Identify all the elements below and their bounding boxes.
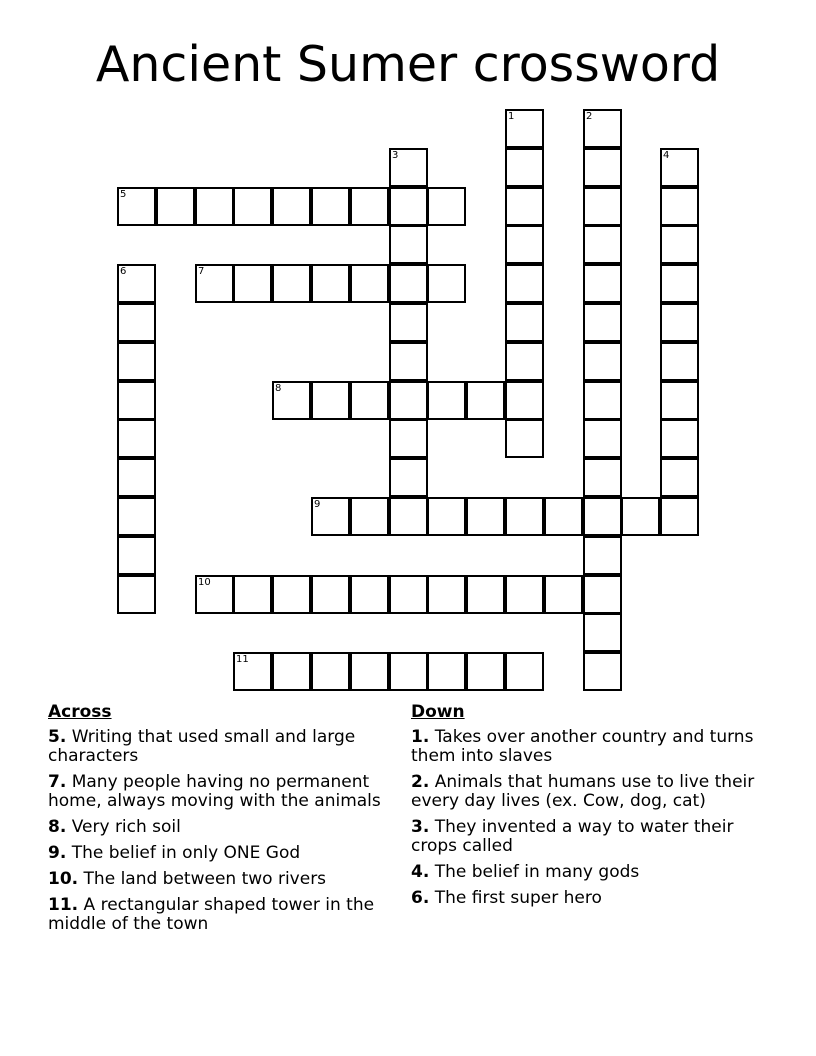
grid-cell[interactable] [350,264,389,303]
grid-cell[interactable] [583,264,622,303]
grid-cell[interactable] [117,264,156,303]
grid-cell[interactable] [350,652,389,691]
grid-cell[interactable] [505,187,544,226]
grid-cell[interactable] [156,187,195,226]
grid-cell[interactable] [466,652,505,691]
grid-cell[interactable] [583,613,622,652]
grid-cell[interactable] [389,652,428,691]
clue-number: 11 [48,895,72,915]
grid-cell[interactable] [505,342,544,381]
grid-cell[interactable] [117,381,156,420]
cell-number: 9 [314,499,321,510]
clue-text: The first super hero [429,888,602,908]
down-clues [411,702,781,915]
clue-number: 10 [48,869,72,889]
cell-number: 3 [392,150,399,161]
grid-cell[interactable] [272,264,311,303]
clue-text: Animals that humans use to live their every day lives (ex. Cow, dog, cat) [411,772,755,811]
clue-down-4: 4. The belief in many gods [411,862,640,882]
grid-cell[interactable] [195,575,234,614]
cell-number: 8 [275,383,282,394]
clue-number: 9 [48,843,60,863]
grid-cell[interactable] [466,497,505,536]
grid-cell[interactable] [466,575,505,614]
grid-cell[interactable] [660,342,699,381]
cell-number: 11 [236,654,249,665]
grid-cell[interactable] [583,419,622,458]
clue-text: Many people having no permanent home, always moving with the animals [48,772,381,811]
grid-cell[interactable] [427,575,466,614]
cell-number: 2 [586,111,593,122]
grid-cell[interactable] [272,381,311,420]
cell-number: 4 [663,150,670,161]
grid-cell[interactable] [427,652,466,691]
grid-cell[interactable] [505,652,544,691]
clue-number: 3 [411,817,423,837]
grid-cell[interactable] [544,575,583,614]
grid-cell[interactable] [660,225,699,264]
grid-cell[interactable] [272,652,311,691]
grid-cell[interactable] [195,264,234,303]
grid-cell[interactable] [389,342,428,381]
grid-cell[interactable] [389,303,428,342]
grid-cell[interactable] [389,419,428,458]
cell-number: 1 [508,111,515,122]
clue-down-6: 6. The first super hero [411,888,602,908]
clue-text: A rectangular shaped tower in the middle of the town [48,895,375,934]
grid-cell[interactable] [311,187,350,226]
grid-cell[interactable] [350,381,389,420]
grid-cell[interactable] [505,148,544,187]
clue-number: 4 [411,862,423,882]
grid-cell[interactable] [583,536,622,575]
grid-cell[interactable] [311,575,350,614]
cell-number: 7 [198,266,205,277]
grid-cell[interactable] [272,187,311,226]
grid-cell[interactable] [505,381,544,420]
clue-across-9: 9. The belief in only ONE God [48,843,301,863]
clue-number: 7 [48,772,60,792]
grid-cell[interactable] [583,342,622,381]
grid-cell[interactable] [117,419,156,458]
grid-cell[interactable] [583,148,622,187]
clue-down-3: 3. They invented a way to water their crops called [411,817,734,856]
cell-number: 10 [198,577,211,588]
grid-cell[interactable] [427,381,466,420]
grid-cell[interactable] [117,303,156,342]
clue-down-2: 2. Animals that humans use to live their every day lives (ex. Cow, dog, cat) [411,772,755,811]
grid-cell[interactable] [311,381,350,420]
grid-cell[interactable] [660,458,699,497]
grid-cell[interactable] [117,458,156,497]
clue-number: 8 [48,817,60,837]
grid-cell[interactable] [583,225,622,264]
grid-cell[interactable] [583,381,622,420]
clue-text: The land between two rivers [78,869,327,889]
grid-cell[interactable] [660,187,699,226]
down-heading: Down [411,702,465,722]
grid-cell[interactable] [233,575,272,614]
grid-cell[interactable] [389,264,428,303]
grid-cell[interactable] [233,187,272,226]
grid-cell[interactable] [505,109,544,148]
grid-cell[interactable] [311,652,350,691]
grid-cell[interactable] [505,497,544,536]
grid-cell[interactable] [660,264,699,303]
grid-cell[interactable] [117,187,156,226]
grid-cell[interactable] [389,148,428,187]
grid-cell[interactable] [583,575,622,614]
grid-cell[interactable] [389,225,428,264]
grid-cell[interactable] [660,497,699,536]
cell-number: 6 [120,266,127,277]
grid-cell[interactable] [427,264,466,303]
grid-cell[interactable] [233,264,272,303]
clue-number: 2 [411,772,423,792]
grid-cell[interactable] [350,575,389,614]
grid-cell[interactable] [272,575,311,614]
clue-text: The belief in only ONE God [66,843,301,863]
grid-cell[interactable] [427,187,466,226]
clue-text: They invented a way to water their crops called [411,817,734,856]
grid-cell[interactable] [117,497,156,536]
cell-number: 5 [120,189,127,200]
grid-cell[interactable] [583,187,622,226]
grid-cell[interactable] [389,381,428,420]
grid-cell[interactable] [389,458,428,497]
grid-cell[interactable] [389,187,428,226]
grid-cell[interactable] [583,303,622,342]
page-title: Ancient Sumer crossword [95,36,721,93]
grid-cell[interactable] [389,497,428,536]
grid-cell[interactable] [583,497,622,536]
grid-cell[interactable] [233,652,272,691]
grid-cell[interactable] [505,303,544,342]
grid-cell[interactable] [311,497,350,536]
clue-across-7: 7. Many people having no permanent home, always moving with the animals [48,772,381,811]
grid-cell[interactable] [505,575,544,614]
clue-down-1: 1. Takes over another country and turns them into slaves [411,727,754,766]
grid-cell[interactable] [583,109,622,148]
grid-cell[interactable] [311,264,350,303]
grid-cell[interactable] [117,536,156,575]
grid-cell[interactable] [117,342,156,381]
clue-across-11: 11. A rectangular shaped tower in the middle of the town [48,895,375,934]
clue-across-5: 5. Writing that used small and large characters [48,727,356,766]
grid-cell[interactable] [350,187,389,226]
grid-cell[interactable] [621,497,660,536]
grid-cell[interactable] [583,652,622,691]
grid-cell[interactable] [427,497,466,536]
grid-cell[interactable] [117,575,156,614]
across-clues [48,702,398,941]
clue-text: Very rich soil [66,817,181,837]
clue-across-10: 10. The land between two rivers [48,869,327,889]
grid-cell[interactable] [505,264,544,303]
grid-cell[interactable] [389,575,428,614]
clue-number: 5 [48,727,60,747]
grid-cell[interactable] [350,497,389,536]
grid-cell[interactable] [505,225,544,264]
grid-cell[interactable] [660,419,699,458]
grid-cell[interactable] [505,419,544,458]
clue-across-8: 8. Very rich soil [48,817,181,837]
clue-text: Takes over another country and turns them into slaves [411,727,754,766]
clue-text: Writing that used small and large characters [48,727,356,766]
across-heading: Across [48,702,112,722]
clue-number: 1 [411,727,423,747]
grid-cell[interactable] [195,187,234,226]
clue-number: 6 [411,888,423,908]
grid-cell[interactable] [660,381,699,420]
clue-text: The belief in many gods [429,862,640,882]
grid-cell[interactable] [660,303,699,342]
grid-cell[interactable] [544,497,583,536]
grid-cell[interactable] [466,381,505,420]
grid-cell[interactable] [583,458,622,497]
grid-cell[interactable] [660,148,699,187]
